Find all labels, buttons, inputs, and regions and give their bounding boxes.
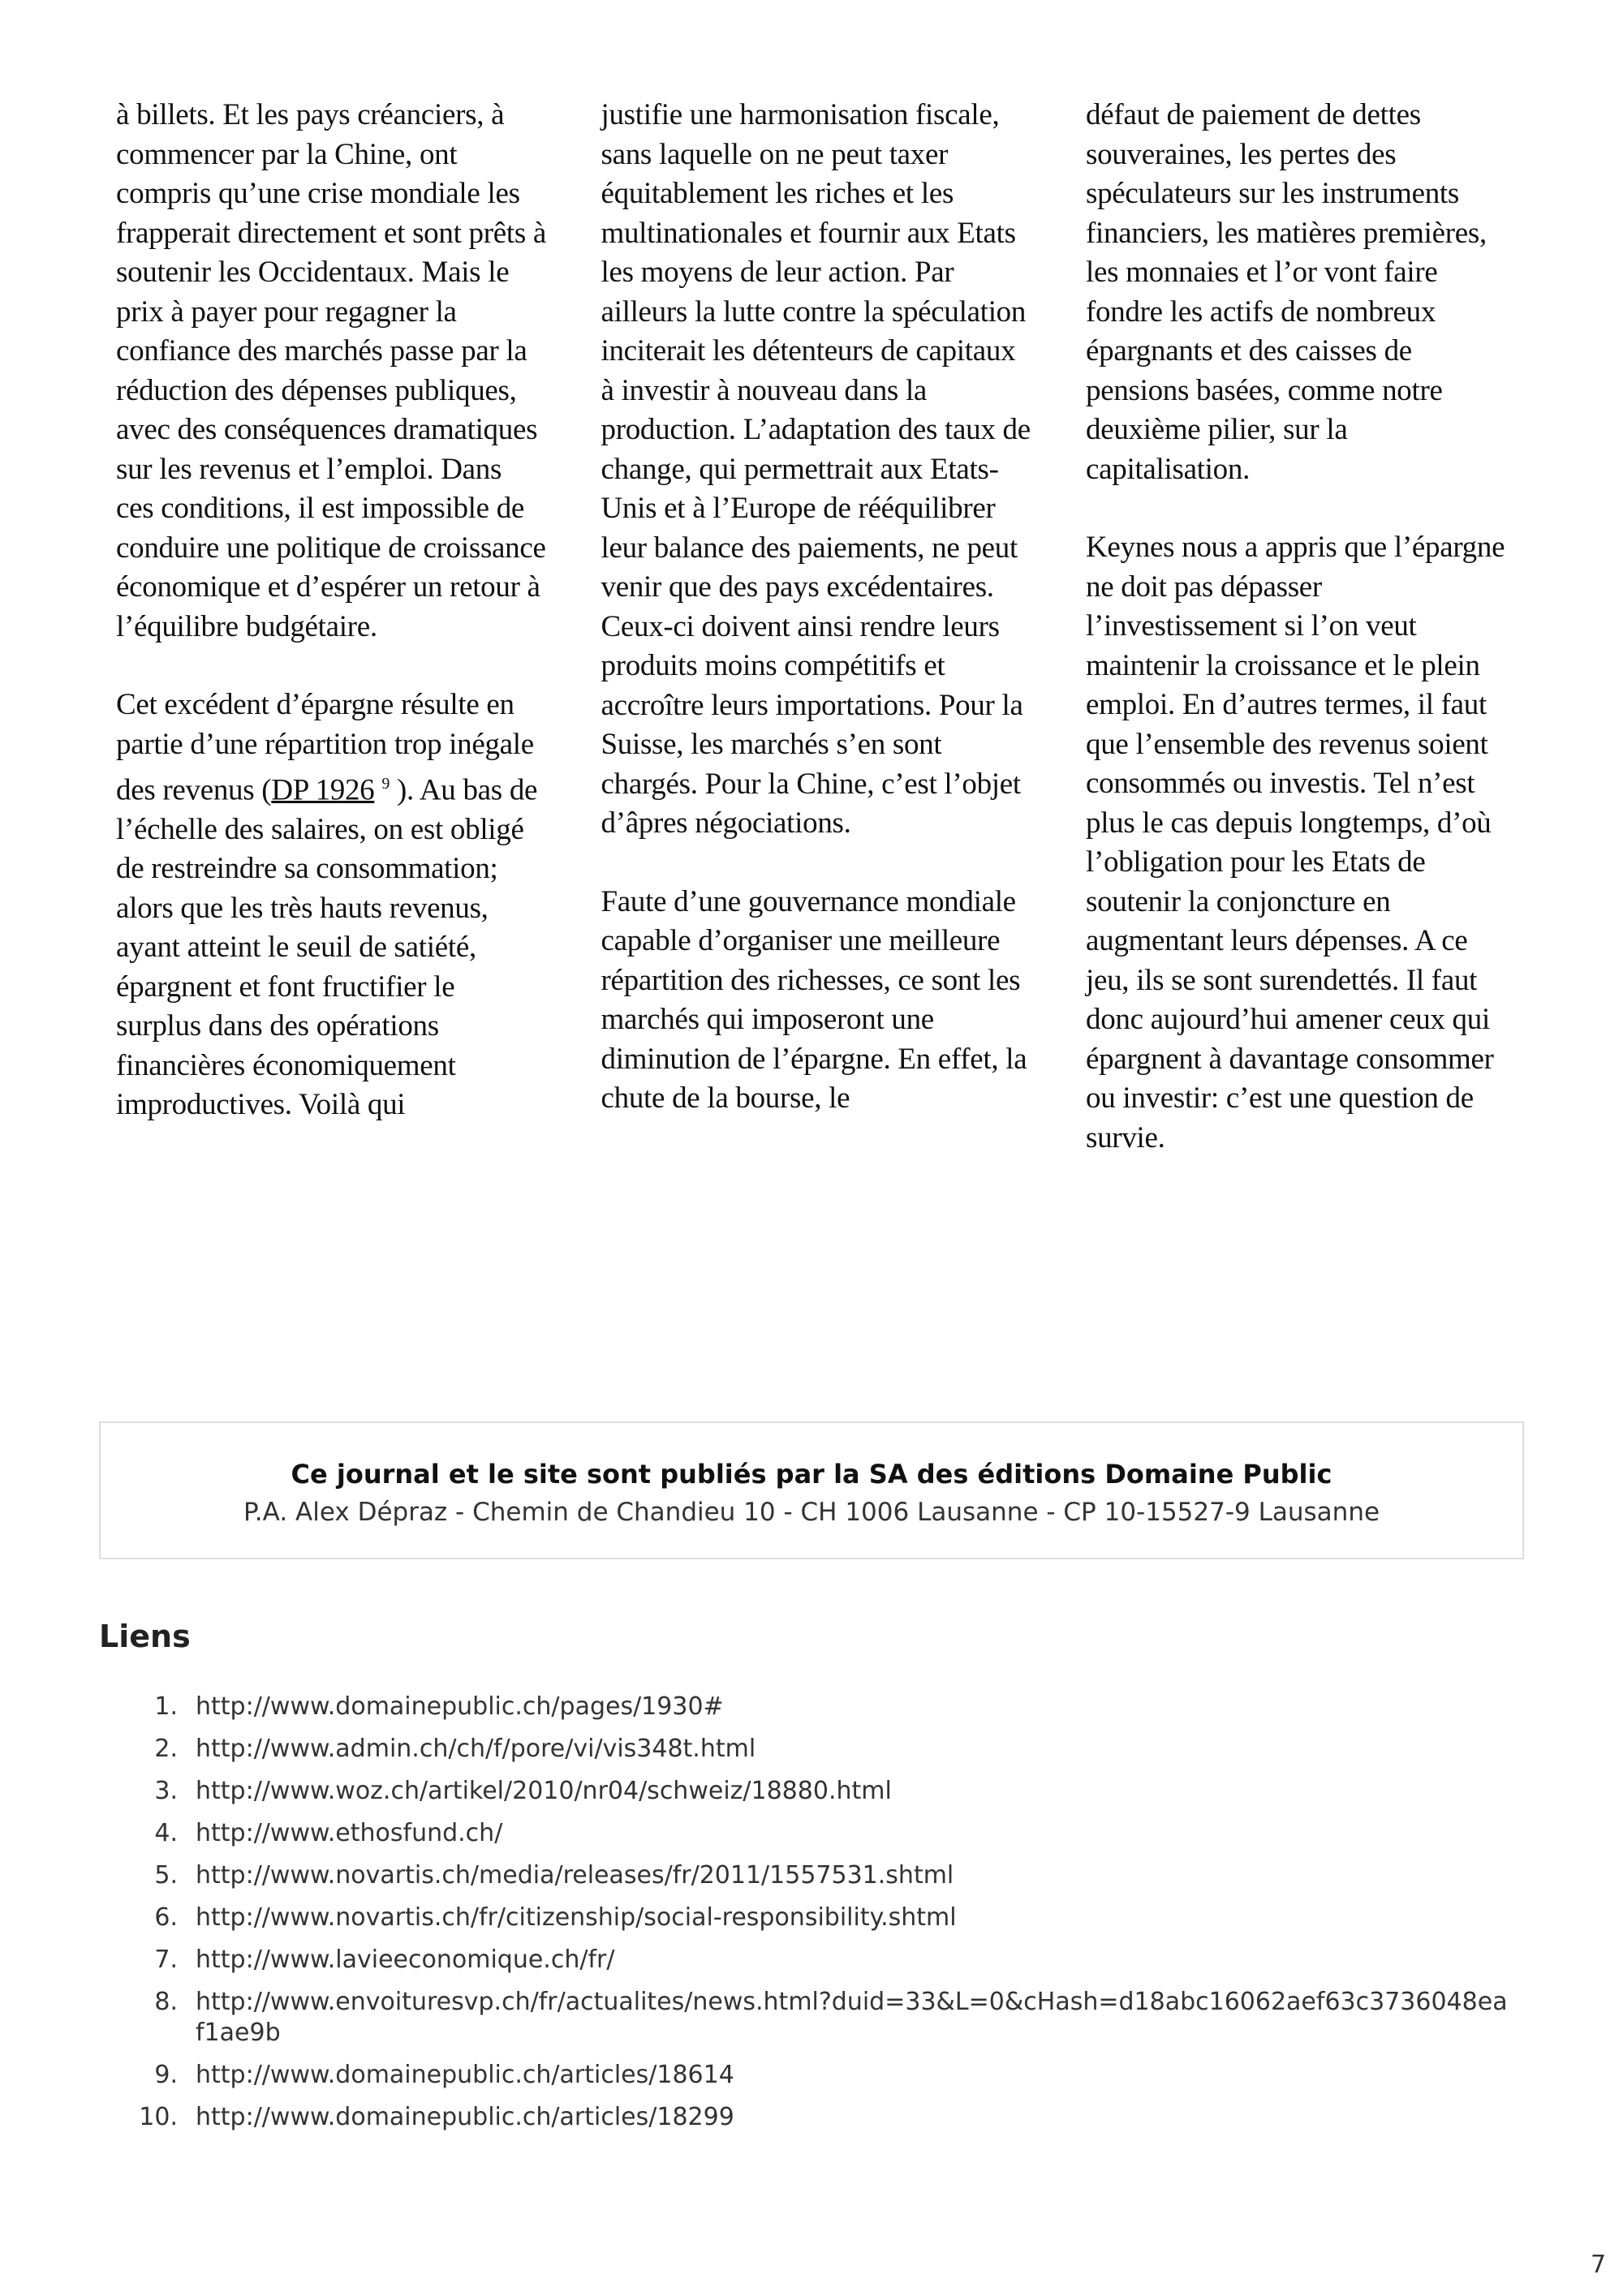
link-url[interactable]: http://www.envoituresvp.ch/fr/actualites/news.html?duid=33&L=0&cHash=d18abc16062aef63c3736048eaf1ae9b — [196, 1988, 1508, 2047]
link-url[interactable]: http://www.domainepublic.ch/articles/18299 — [196, 2103, 734, 2131]
paragraph: justifie une harmonisation fiscale, sans laquelle on ne peut taxer équitablement les riches et les multinationales et fournir aux Etats les moyens de leur action. Par ailleurs la lutte contre la spéculation inciterait les détenteurs de capitaux à investir à nouveau dans la production. L’adaptation des taux de change, qui permettrait aux Etats-Unis et à l’Europe de rééquilibrer leur balance des paiements, ne peut venir que des pays excédentaires. Ceux-ci doivent ainsi rendre leurs produits moins compétitifs et accroître leurs importations. Pour la Suisse, les marchés s’en sont chargés. Pour la Chine, c’est l’objet d’âpres négociations. — [601, 98, 1031, 840]
links-list — [118, 1692, 1513, 2144]
article-column-1 — [116, 96, 546, 1197]
link-item — [118, 1776, 1513, 1807]
paragraph-text: ). Au bas de l’échelle des salaires, on est obligé de restreindre sa consommation; alors que les très hauts revenus, ayant atteint le seuil de satiété, épargnent et font fructifier le surplus dans des opérations financières économiquement improductives. Voilà qui — [116, 773, 538, 1122]
link-url[interactable]: http://www.ethosfund.ch/ — [196, 1819, 503, 1847]
publisher-title: Ce journal et le site sont publiés par la SA des éditions Domaine Public — [291, 1459, 1332, 1490]
link-number: 1. — [154, 1692, 178, 1721]
link-item — [118, 1860, 1513, 1891]
link-number: 2. — [154, 1735, 178, 1763]
paragraph: défaut de paiement de dettes souveraines, les pertes des spéculateurs sur les instruments financiers, les matières premières, les monnaies et l’or vont faire fondre les actifs de nombreux épargnants et des caisses de pensions basées, comme notre deuxième pilier, sur la capitalisation. — [1086, 98, 1487, 486]
link-item — [118, 1945, 1513, 1976]
paragraph: Faute d’une gouvernance mondiale capable d’organiser une meilleure répartition des richesses, ce sont les marchés qui imposeront une diminution de l’épargne. En effet, la chute de la bourse, le — [601, 884, 1027, 1115]
paragraph — [116, 686, 546, 1125]
link-url[interactable]: http://www.woz.ch/artikel/2010/nr04/schweiz/18880.html — [196, 1777, 892, 1805]
link-item — [118, 1903, 1513, 1933]
link-url[interactable]: http://www.domainepublic.ch/articles/18614 — [196, 2061, 734, 2089]
link-item — [118, 1987, 1513, 2049]
link-number: 9. — [154, 2061, 178, 2089]
link-number: 10. — [139, 2103, 178, 2131]
link-item — [118, 2060, 1513, 2091]
link-item — [118, 1734, 1513, 1765]
link-url[interactable]: http://www.admin.ch/ch/f/pore/vi/vis348t.html — [196, 1735, 756, 1763]
link-number: 6. — [154, 1903, 178, 1932]
link-number: 5. — [154, 1861, 178, 1890]
article-column-3 — [1086, 96, 1516, 1197]
dp-1926-link[interactable]: DP 1926 — [271, 773, 375, 807]
link-number: 8. — [154, 1988, 178, 2016]
paragraph: à billets. Et les pays créanciers, à commencer par la Chine, ont compris qu’une crise mondiale les frapperait directement et sont prêts à soutenir les Occidentaux. Mais le prix à payer pour regagner la confiance des marchés passe par la réduction des dépenses publiques, avec des conséquences dramatiques sur les revenus et l’emploi. Dans ces conditions, il est impossible de conduire une politique de croissance économique et d’espérer un retour à l’équilibre budgétaire. — [116, 98, 546, 643]
link-number: 4. — [154, 1819, 178, 1847]
paragraph: Keynes nous a appris que l’épargne ne doit pas dépasser l’investissement si l’on veut maintenir la croissance et le plein emploi. En d’autres termes, il faut que l’ensemble des revenus soient consommés ou investis. Tel n’est plus le cas depuis longtemps, d’où l’obligation pour les Etats de soutenir la conjoncture en augmentant leurs dépenses. A ce jeu, ils se sont surendettés. Il faut donc aujourd’hui amener ceux qui épargnent à davantage consommer ou investir: c’est une question de survie. — [1086, 531, 1505, 1154]
link-number: 3. — [154, 1777, 178, 1805]
link-url[interactable]: http://www.novartis.ch/media/releases/fr/2011/1557531.shtml — [196, 1861, 954, 1890]
article-column-2 — [601, 96, 1031, 1197]
publisher-address: P.A. Alex Dépraz - Chemin de Chandieu 10 - CH 1006 Lausanne - CP 10-15527-9 Lausanne — [243, 1498, 1380, 1527]
page-number: 7 — [1591, 2251, 1607, 2279]
link-item — [118, 1692, 1513, 1722]
link-url[interactable]: http://www.lavieeconomique.ch/fr/ — [196, 1946, 615, 1974]
article-columns — [116, 96, 1516, 1197]
publisher-box — [99, 1421, 1524, 1559]
link-url[interactable]: http://www.domainepublic.ch/pages/1930# — [196, 1692, 724, 1721]
link-url[interactable]: http://www.novartis.ch/fr/citizenship/social-responsibility.shtml — [196, 1903, 957, 1932]
paragraph-text: Cet excédent d’épargne résulte en partie d’une répartition trop inégale des revenus ( — [116, 688, 534, 807]
links-heading: Liens — [99, 1619, 191, 1654]
link-reference-number: 9 — [381, 775, 390, 793]
link-item — [118, 2102, 1513, 2133]
link-item — [118, 1818, 1513, 1849]
link-number: 7. — [154, 1946, 178, 1974]
